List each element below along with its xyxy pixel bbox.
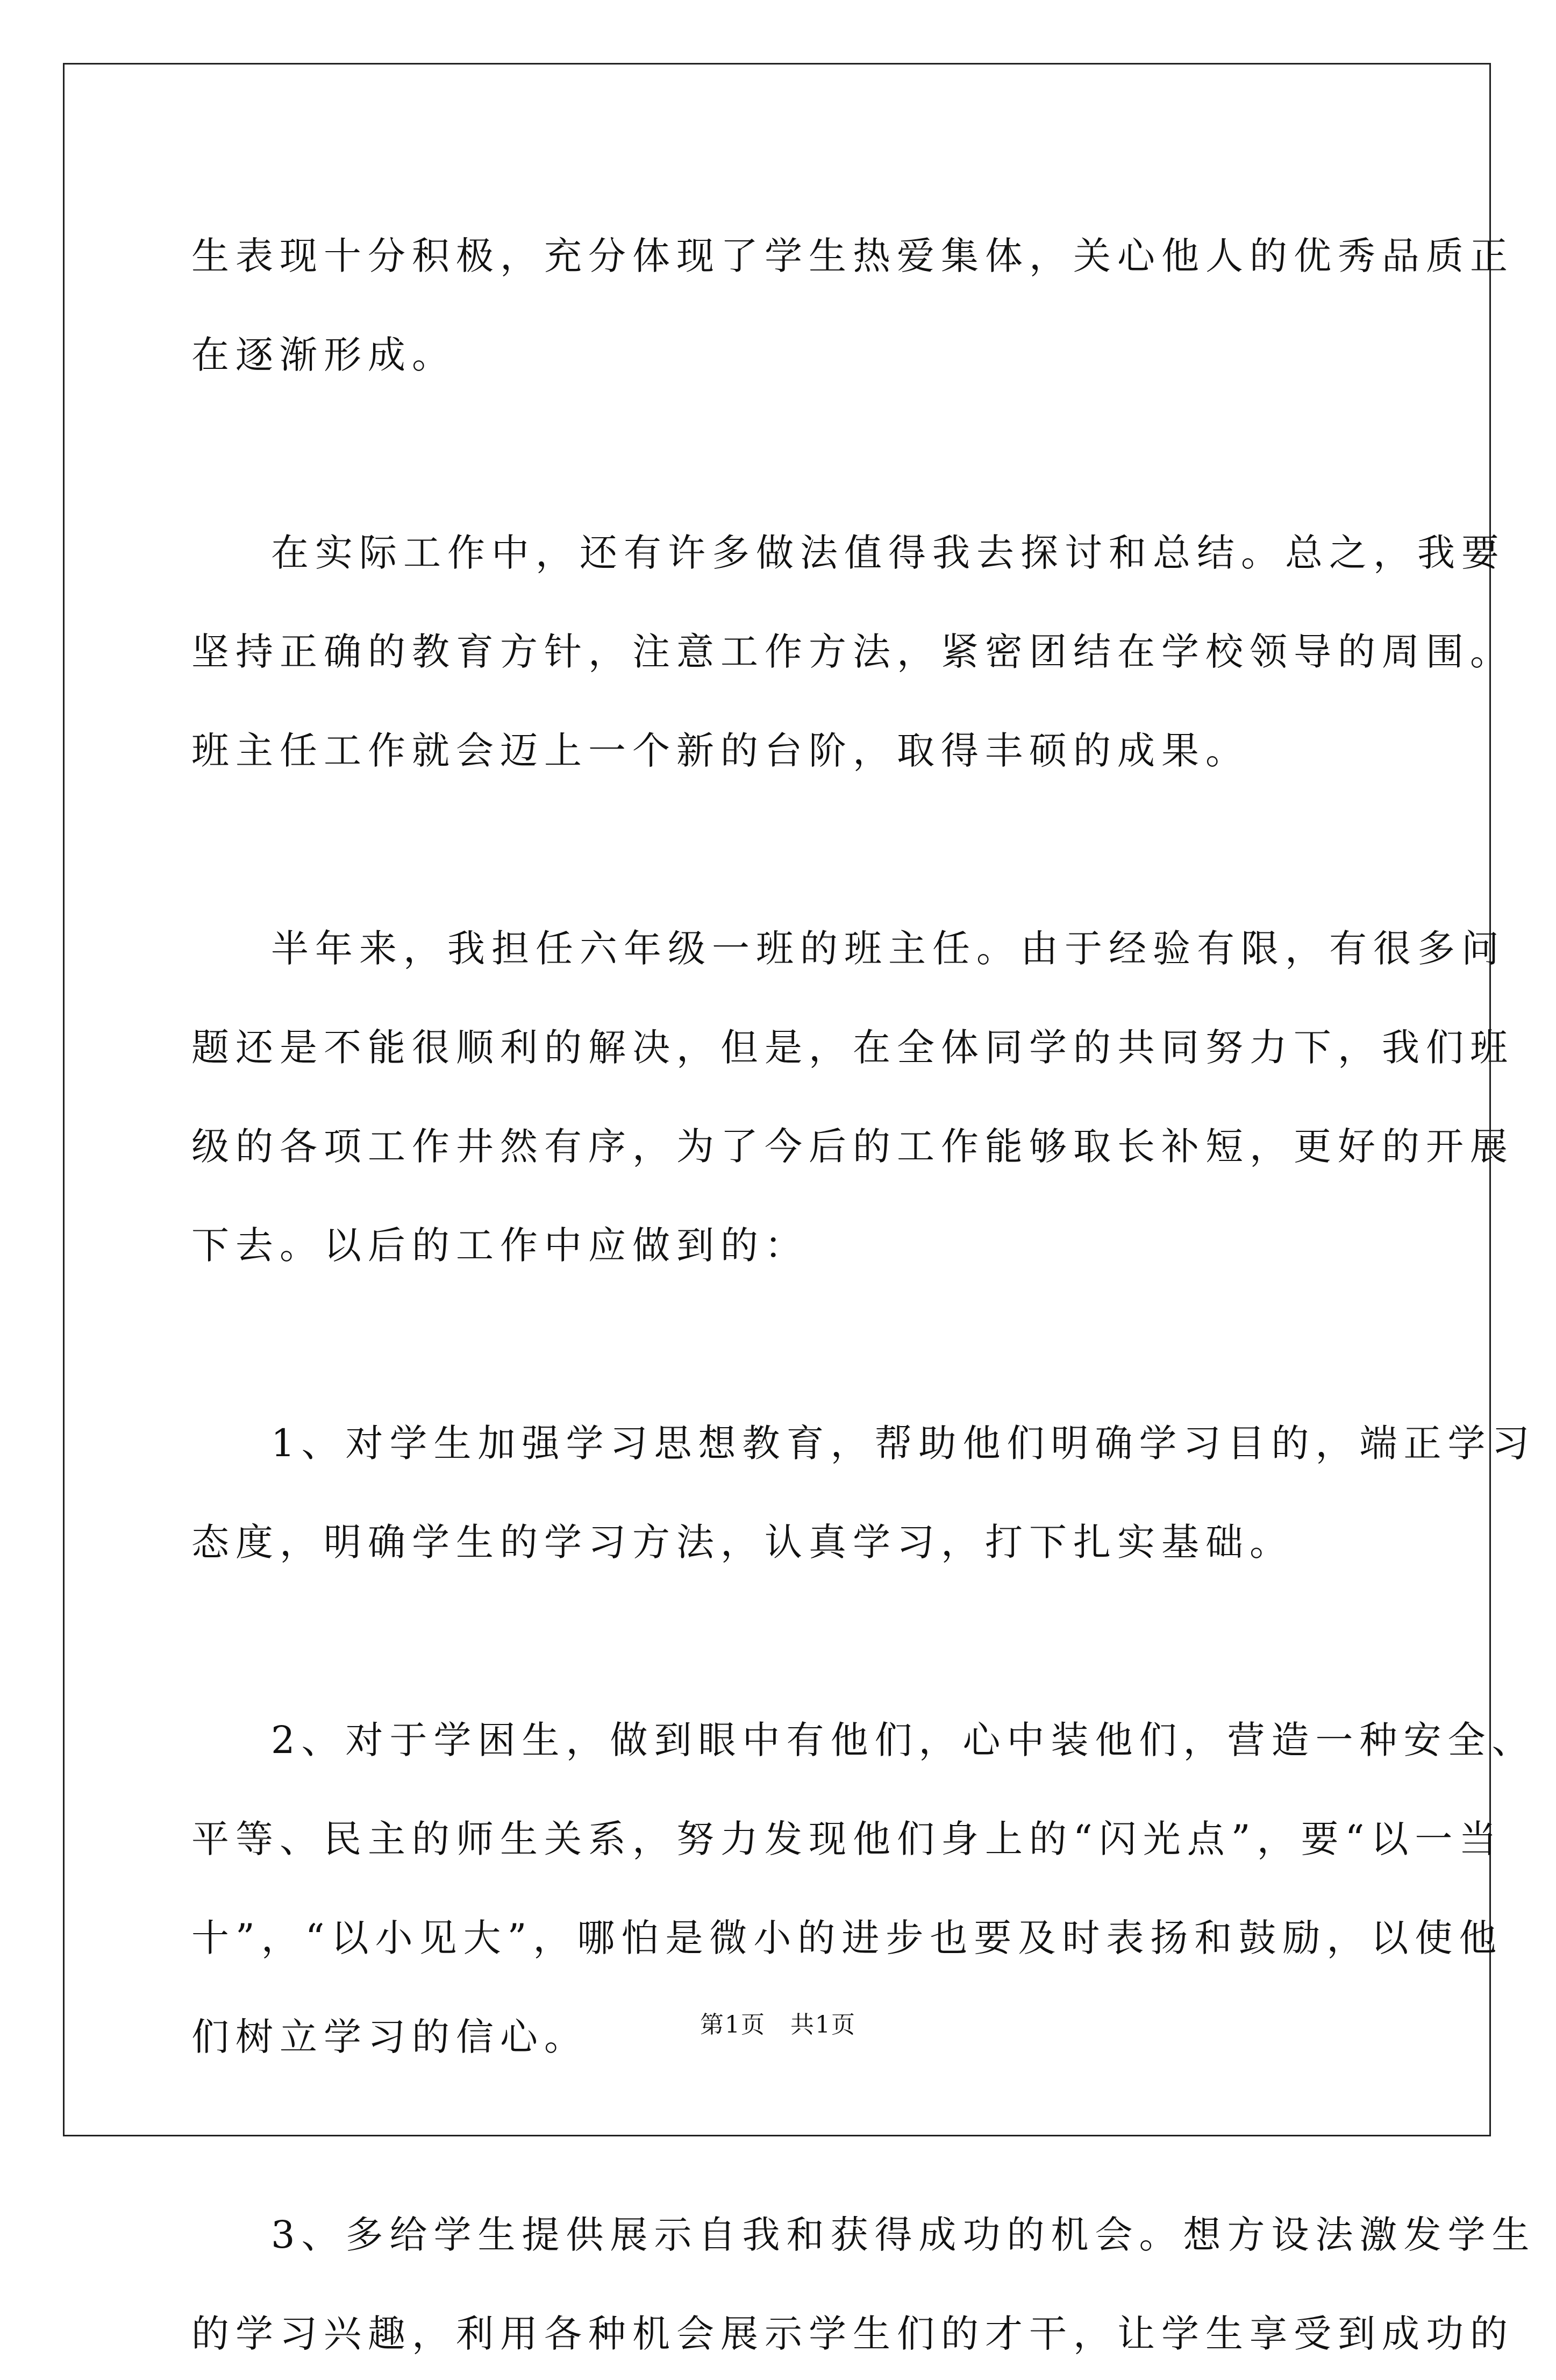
text-line: 半年来，我担任六年级一班的班主任。由于经验有限，有很多问 [271,926,1505,971]
text-line: 十”，“以小见大”，哪怕是微小的进步也要及时表扬和鼓励，以使他 [191,1915,1503,1960]
document-body [191,203,1536,2380]
text-line: 级的各项工作井然有序，为了今后的工作能够取长补短，更好的开展 [191,1124,1514,1168]
text-line: 班主任工作就会迈上一个新的台阶，取得丰硕的成果。 [191,728,1250,773]
text-line: 态度，明确学生的学习方法，认真学习，打下扎实基础。 [191,1520,1294,1564]
text-line: 3、多给学生提供展示自我和获得成功的机会。想方设法激发学生 [271,2212,1536,2257]
text-line: 生表现十分积极，充分体现了学生热爱集体，关心他人的优秀品质正 [191,233,1514,278]
text-line: 们树立学习的信心。 [191,2014,588,2059]
text-line: 2、对于学困生，做到眼中有他们，心中装他们，营造一种安全、 [271,1718,1536,1762]
text-line: 题还是不能很顺利的解决，但是，在全体同学的共同努力下，我们班 [191,1025,1514,1070]
text-line: 在逐渐形成。 [191,332,456,377]
text-line: 下去。以后的工作中应做到的： [191,1223,809,1267]
text-line: 的学习兴趣，利用各种机会展示学生们的才干，让学生享受到成功的 [191,2311,1514,2356]
text-line: 1、对学生加强学习思想教育，帮助他们明确学习目的，端正学习 [271,1421,1536,1465]
page-number: 第1页 共1页 [700,2011,856,2039]
text-line: 在实际工作中，还有许多做法值得我去探讨和总结。总之，我要 [271,530,1505,575]
text-line: 平等、民主的师生关系，努力发现他们身上的“闪光点”，要“以一当 [191,1816,1503,1861]
text-line: 坚持正确的教育方针，注意工作方法，紧密团结在学校领导的周围。 [191,629,1514,674]
